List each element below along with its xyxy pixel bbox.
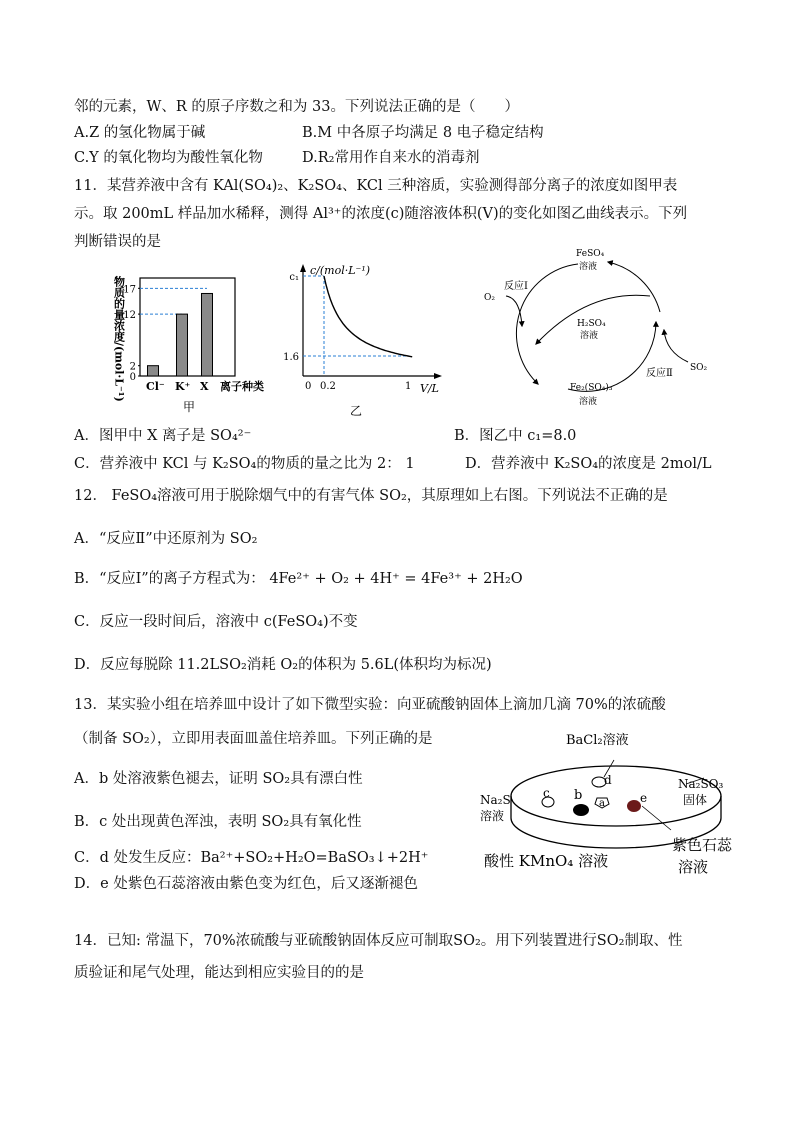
label-a: a	[599, 798, 605, 809]
chart-jia-guides	[140, 288, 207, 314]
chart-yi-xlabel: V/L	[420, 382, 439, 395]
chart-jia-ylabel-text: 物质的量浓度/(mol·L⁻¹)	[112, 276, 126, 402]
litmus-label: 紫色石蕊	[672, 836, 733, 854]
chart-yi-xtick-0.2: 0.2	[320, 381, 336, 392]
petri-dish-diagram	[476, 726, 746, 886]
chart-yi	[278, 256, 448, 421]
na2so3-label: Na₂SO₃	[678, 777, 724, 791]
fe2so43-sol-label: 溶液	[579, 397, 598, 407]
q11-stem-line3: 判断错误的是	[74, 234, 161, 250]
label-b: b	[574, 788, 583, 803]
label-d: d	[604, 773, 612, 787]
chart-yi-y-arrow	[300, 264, 306, 272]
fe2so43-label: Fe₂(SO₄)₃	[570, 383, 613, 393]
chart-jia-xtick-1: K⁺	[175, 380, 191, 393]
spot-b	[573, 804, 589, 816]
chart-yi-title: 乙	[350, 404, 363, 418]
q14-stem-line1: 14．已知: 常温下，70%浓硫酸与亚硫酸钠固体反应可制取SO₂。用下列装置进行SO₂制取、性	[74, 933, 683, 949]
q11-option-c: C．营养液中 KCl 与 K₂SO₄的物质的量之比为 2： 1	[74, 456, 415, 472]
litmus-sol-label: 溶液	[678, 858, 709, 876]
q12-option-c: C．反应一段时间后，溶液中 c(FeSO₄)不变	[74, 614, 358, 630]
spot-e	[627, 800, 641, 812]
q11-option-d: D．营养液中 K₂SO₄的浓度是 2mol/L	[465, 456, 712, 472]
so2-inlet-arrow	[664, 330, 688, 362]
chart-jia-ytick-2: 12	[123, 310, 136, 322]
q11-option-a: A．图甲中 X 离子是 SO₄²⁻	[74, 428, 252, 444]
chart-jia-title: 甲	[183, 400, 196, 414]
chart-yi-ylabel: c/(mol·L⁻¹)	[310, 264, 371, 277]
chart-yi-ytick-1.6: 1.6	[283, 352, 299, 363]
chart-jia-xticks	[146, 380, 209, 393]
bacl2-label: BaCl₂溶液	[566, 733, 629, 748]
chart-jia-xtick-0: Cl⁻	[146, 380, 165, 393]
q13-option-d: D．e 处紫色石蕊溶液由紫色变为红色，后又逐渐褪色	[74, 876, 418, 892]
h2so4-sol-label: 溶液	[580, 331, 599, 341]
q12-option-a: A．“反应Ⅱ”中还原剂为 SO₂	[74, 531, 258, 547]
chart-yi-ytick-c1: c₁	[289, 272, 299, 283]
q13-stem-line1: 13．某实验小组在培养皿中设计了如下微型实验：向亚硫酸钠固体上滴加几滴 70%的浓硫酸	[74, 697, 666, 713]
q12-option-b: B．“反应Ⅰ”的离子方程式为： 4Fe²⁺ + O₂ + 4H⁺ = 4Fe³⁺ + 2H₂O	[74, 571, 523, 587]
q12-option-d: D．反应每脱除 11.2LSO₂消耗 O₂的体积为 5.6L(体积均为标况)	[74, 657, 492, 673]
q10-option-a: A.Z 的氢化物属于碱	[74, 125, 206, 141]
chart-yi-guides	[303, 276, 408, 376]
chart-jia-xtick-2: X	[200, 380, 209, 393]
chart-jia-bar-0	[148, 366, 159, 376]
label-e: e	[640, 791, 648, 805]
q10-option-d: D.R₂常用作自来水的消毒剂	[302, 150, 480, 166]
q10-option-b: B.M 中各原子均满足 8 电子稳定结构	[302, 125, 544, 141]
q14-stem-line2: 质验证和尾气处理，能达到相应实验目的的是	[74, 965, 364, 981]
q12-stem: 12． FeSO₄溶液可用于脱除烟气中的有害气体 SO₂，其原理如上右图。下列说法不正确的是	[74, 488, 668, 504]
na2so3-solid-label: 固体	[683, 793, 708, 807]
kmno4-label: 酸性 KMnO₄ 溶液	[484, 852, 609, 870]
chart-jia-yticks	[123, 284, 140, 383]
q10-option-c: C.Y 的氧化物均为酸性氧化物	[74, 150, 263, 166]
cycle-diagram	[478, 244, 718, 416]
leader-litmus	[642, 806, 671, 830]
o2-inlet-arrow	[506, 296, 522, 326]
cycle-arc-right-upper	[608, 262, 660, 312]
q13-stem-line2: （制备 SO₂），立即用表面皿盖住培养皿。下列正确的是	[74, 731, 433, 747]
reaction2-label: 反应Ⅱ	[646, 368, 673, 379]
chart-jia-ytick-0: 0	[129, 372, 136, 383]
chart-yi-xtick-0: 0	[305, 381, 312, 392]
q13-option-b: B．c 处出现黄色浑浊，表明 SO₂具有氧化性	[74, 814, 362, 830]
q13-option-a: A．b 处溶液紫色褪去，证明 SO₂具有漂白性	[74, 771, 363, 787]
chart-jia-bar-1	[177, 314, 188, 376]
chart-yi-xtick-1: 1	[405, 381, 412, 392]
chart-jia-xlabel: 离子种类	[220, 380, 264, 393]
q11-option-b: B．图乙中 c₁=8.0	[454, 428, 577, 444]
so2-label: SO₂	[690, 363, 708, 373]
chart-yi-ticks	[283, 272, 411, 392]
chart-jia-bar-2	[202, 293, 213, 376]
chart-jia-ytick-1: 2	[129, 361, 136, 373]
label-c: c	[543, 786, 550, 800]
na2s-sol-label: 溶液	[480, 809, 505, 823]
q11-stem-line2: 示。取 200mL 样品加水稀释，测得 Al³⁺的浓度(c)随溶液体积(V)的变化如图乙曲线表示。下列	[74, 206, 688, 222]
q10-stem-tail: 邻的元素，W、R 的原子序数之和为 33。下列说法正确的是（ ）	[74, 99, 519, 115]
h2so4-label: H₂SO₄	[577, 319, 606, 329]
chart-yi-x-arrow	[434, 373, 442, 379]
chart-jia-ytick-3: 17	[123, 284, 136, 296]
q13-option-c: C．d 处发生反应：Ba²⁺+SO₂+H₂O=BaSO₃↓+2H⁺	[74, 850, 429, 866]
q11-stem-line1: 11．某营养液中含有 KAl(SO₄)₂、K₂SO₄、KCl 三种溶质，实验测得部分离子的浓度如图甲表	[74, 178, 678, 194]
reaction1-label: 反应Ⅰ	[504, 281, 528, 292]
na2s-label: Na₂S	[480, 793, 511, 807]
o2-label: O₂	[484, 293, 495, 303]
feso4-label: FeSO₄	[576, 249, 605, 259]
chart-jia	[95, 256, 285, 416]
chart-jia-bars	[148, 293, 213, 376]
chart-yi-curve	[324, 276, 412, 357]
feso4-sol-label: 溶液	[579, 262, 598, 272]
